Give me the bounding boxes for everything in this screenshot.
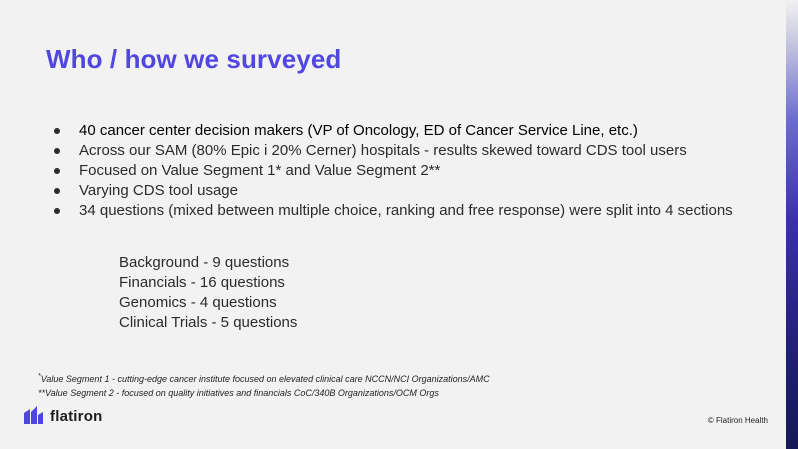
footnote-1-text: Value Segment 1 - cutting-edge cancer institute focused on elevated clinical care NCCN/NCI Organizations/AMC: [40, 374, 490, 384]
footnote-2: **Value Segment 2 - focused on quality initiatives and financials CoC/340B Organizations/OCM Orgs: [38, 388, 439, 398]
slide-title: Who / how we surveyed: [46, 44, 342, 74]
bullet-item: 40 cancer center decision makers (VP of Oncology, ED of Cancer Service Line, etc.): [52, 121, 752, 141]
section-item: Financials - 16 questions: [119, 274, 285, 291]
copyright: © Flatiron Health: [707, 416, 768, 425]
bullet-item: Focused on Value Segment 1* and Value Segment 2**: [52, 161, 752, 181]
section-item: Clinical Trials - 5 questions: [119, 314, 298, 331]
bullet-item: 34 questions (mixed between multiple choice, ranking and free response) were split into 4 sections: [52, 201, 752, 221]
bullet-item: Across our SAM (80% Epic i 20% Cerner) hospitals - results skewed toward CDS tool users: [52, 141, 752, 161]
section-list: [119, 253, 297, 333]
flatiron-logo-icon: [24, 406, 44, 426]
bullet-item: Varying CDS tool usage: [52, 181, 752, 201]
logo-text: flatiron: [50, 407, 103, 425]
section-item: Genomics - 4 questions: [119, 294, 277, 311]
footnotes: [38, 370, 490, 400]
accent-band: [786, 0, 798, 449]
footnote-1: [38, 370, 490, 386]
flatiron-logo: [24, 406, 102, 426]
bullet-list: [52, 121, 752, 221]
footnote-marker: *: [38, 373, 41, 380]
section-item: Background - 9 questions: [119, 254, 290, 271]
